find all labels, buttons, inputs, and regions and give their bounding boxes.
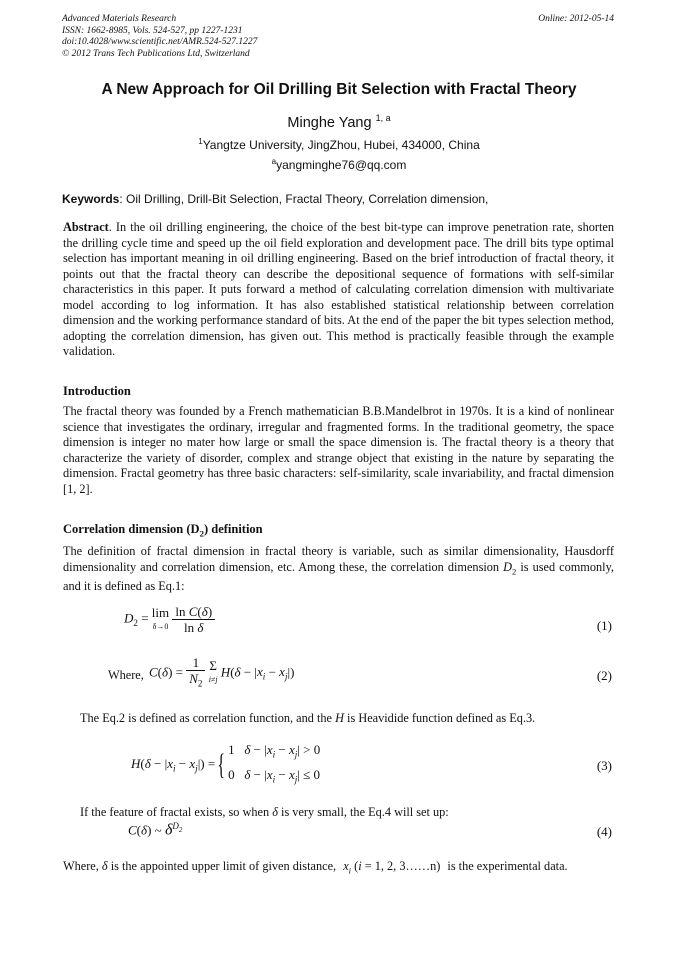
abstract-text: . In the oil drilling engineering, the choice of the best bit-type can improve penetration rate, shorten the drilling cycle time and speed up the oil field exploration and development pace. The drill bits type optimal selection has important meaning in oil drilling engineering. Based on the brief introduction of fractal theory, it points out that the fractal theory can describe the depositional sequence of formations with self-similar characteristics in this paper. It puts forward a method of calculating correlation dimension with multivariate model according to log information. It has also established statistical relationship between correlation dimension and the working performance standard of bits. At the end of the paper the bit types selection method, adopting the correlation dimension, has given out. This method is practically feasible through the example validation. xyxy=(63,220,614,358)
copyright-line: © 2012 Trans Tech Publications Ltd, Switzerland xyxy=(62,48,250,59)
author-superscript: 1, a xyxy=(375,113,391,123)
journal-name: Advanced Materials Research xyxy=(62,14,177,24)
equation-4: C(δ) ~ $\delta^{D_2}$ xyxy=(128,821,183,839)
last-line-c: is the experimental data. xyxy=(447,859,568,873)
equation-1-number: (1) xyxy=(596,618,612,633)
email-text: yangminghe76@qq.com xyxy=(276,158,407,172)
author-line xyxy=(40,113,638,131)
author-name: Minghe Yang xyxy=(287,114,372,131)
where-label: Where, xyxy=(108,668,144,682)
definition-var-sub: 2 xyxy=(512,565,517,576)
eq4-description-b: is very small, the Eq.4 will set up: xyxy=(277,805,449,819)
affiliation xyxy=(40,137,638,152)
abstract-label: Abstract xyxy=(63,220,109,234)
keywords-label: Keywords xyxy=(62,192,120,206)
definition-text: The definition of fractal dimension in fractal theory is variable, such as similar dimensionality, Hausdorff dimensionality and correlation dimension, etc. Among these, the correlation dimension xyxy=(63,544,614,574)
equation-2-number: (2) xyxy=(596,668,612,683)
equation-1: $D_2 = \lim$ δ→0 $\frac{\text{ln C(δ)}}{\text{ln δ}}$ xyxy=(124,604,215,635)
section-heading xyxy=(63,522,263,539)
journal-header xyxy=(62,14,392,60)
issn-line: ISSN: 1662-8985, Vols. 524-527, pp 1227-1231 xyxy=(62,25,243,36)
eq2-description xyxy=(80,711,535,726)
section-heading-post: ) definition xyxy=(203,522,263,536)
email xyxy=(40,157,638,172)
equation-3: $H(\delta - |x_i - x_j|)$ = { 1 $\delta - |x_i - x_j| > 0$ 0 $\delta - |x_i - x_j| \le 0$ xyxy=(131,742,321,785)
section-heading-pre: Correlation dimension (D xyxy=(63,522,200,536)
last-line xyxy=(63,859,614,875)
last-line-var: δ xyxy=(101,859,108,873)
eq4-description-a: If the feature of fractal exists, so when xyxy=(80,805,273,819)
eq4-description-var: δ xyxy=(272,805,278,819)
experimental-data-expression: $x_i$ (i = 1, 2, 3……n) xyxy=(343,859,441,876)
definition-paragraph xyxy=(63,544,614,595)
keywords-text: : Oil Drilling, Drill-Bit Selection, Fractal Theory, Correlation dimension, xyxy=(119,192,489,206)
affiliation-text: Yangtze University, JingZhou, Hubei, 434000, China xyxy=(202,138,480,152)
doi-line: doi:10.4028/www.scientific.net/AMR.524-527.1227 xyxy=(62,37,258,47)
online-date: Online: 2012-05-14 xyxy=(538,14,614,24)
eq2-description-a: The Eq.2 is defined as correlation function, and the xyxy=(80,711,336,725)
definition-var: D xyxy=(503,559,512,574)
paper-title: A New Approach for Oil Drilling Bit Selection with Fractal Theory xyxy=(101,81,577,98)
introduction-heading: Introduction xyxy=(63,384,131,398)
definition-text-2: is used commonly, and it is defined as Eq.1: xyxy=(63,559,615,594)
eq2-description-var: H xyxy=(335,711,344,725)
equation-4-number: (4) xyxy=(596,824,612,839)
equation-3-number: (3) xyxy=(596,758,612,773)
email-marker: a xyxy=(271,157,277,166)
eq2-description-b: is Heavidide function defined as Eq.3. xyxy=(343,711,536,725)
abstract xyxy=(63,220,614,360)
introduction-text: The fractal theory was founded by a French mathematician B.B.Mandelbrot in 1970s. It is a kind of nonlinear science that investigates the ordinary, irregular and fragmented forms. In the traditional geometry, the space dimension is integer no mater how large or small the space dimension is. The fractal theory is a theory that characterize the variety of disorder, complex and strange object that existing in the nature by separating the dimension. Fractal geometry has three basic characters: self-similarity, scale invariability, and fractal dimension [1, 2]. xyxy=(63,404,614,496)
equation-2: C(δ) = $\frac{1}{N_2}$ Σ i≠j $H(\delta - |x_i - x_j|)$ xyxy=(149,655,295,689)
last-line-b: is the appointed upper limit of given distance, xyxy=(107,859,337,873)
affiliation-marker: 1 xyxy=(198,137,203,146)
keywords xyxy=(62,192,622,206)
last-line-a: Where, xyxy=(63,859,102,873)
section-heading-sub: 2 xyxy=(199,528,204,539)
eq4-description xyxy=(80,805,449,820)
